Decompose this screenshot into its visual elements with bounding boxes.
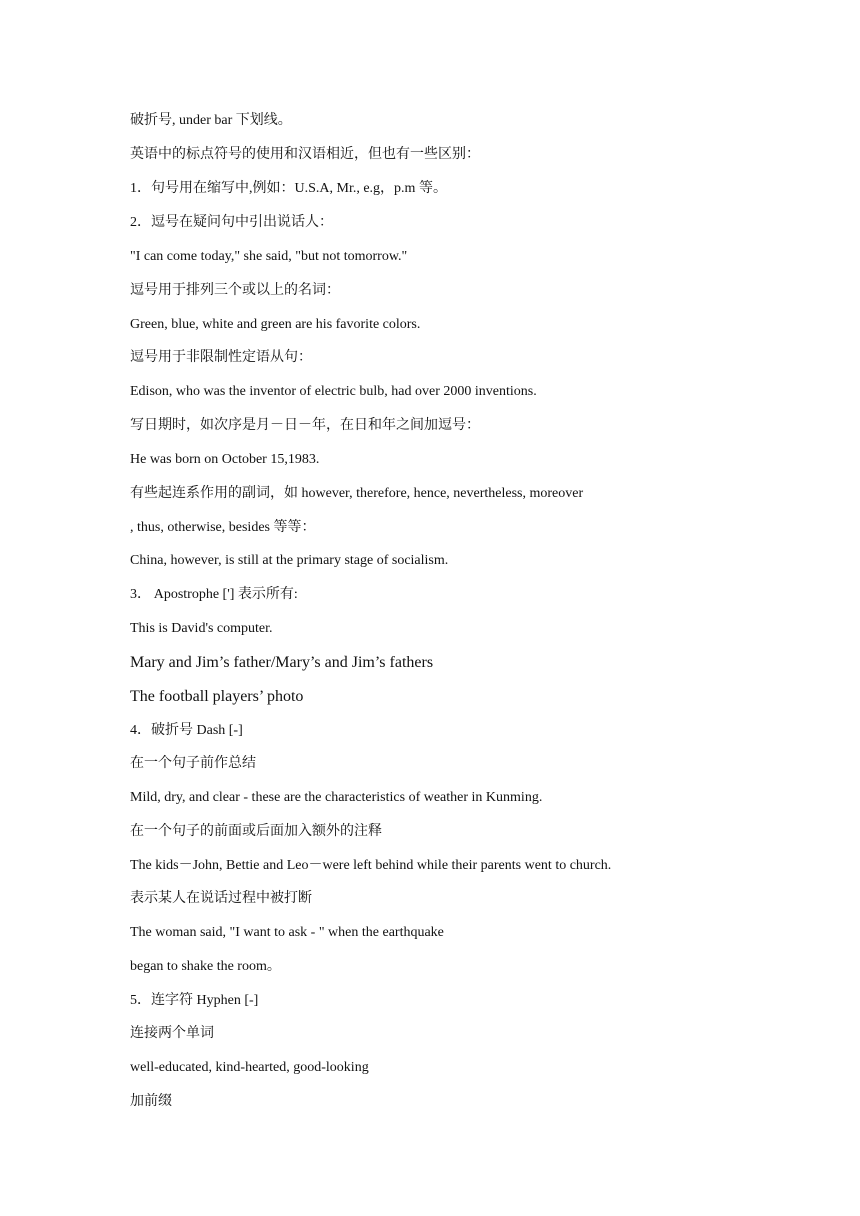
text-line: 逗号用于非限制性定语从句：: [130, 350, 312, 365]
text-line: This is David's computer.: [130, 621, 273, 636]
text-line: 3． Apostrophe ['] 表示所有:: [130, 587, 298, 602]
text-line: 有些起连系作用的副词，如 however, therefore, hence, nevertheless, moreover: [130, 486, 584, 501]
text-line: 在一个句子的前面或后面加入额外的注释: [130, 824, 382, 839]
text-line: The kids－John, Bettie and Leo－were left behind while their parents went to church.: [130, 858, 612, 873]
text-line: 破折号, under bar 下划线。: [130, 113, 292, 128]
text-line: began to shake the room。: [130, 959, 281, 974]
text-line: 连接两个单词: [130, 1026, 214, 1041]
text-line: Mary and Jim’s father/Mary’s and Jim’s fathers: [130, 654, 434, 671]
text-line: 在一个句子前作总结: [130, 756, 256, 771]
text-line: 英语中的标点符号的使用和汉语相近，但也有一些区别：: [130, 147, 480, 162]
text-line: 加前缀: [130, 1094, 172, 1109]
text-line: 1．句号用在缩写中,例如：U.S.A, Mr., e.g，p.m 等。: [130, 181, 447, 196]
text-line: well-educated, kind-hearted, good-looking: [130, 1060, 369, 1075]
text-line: The woman said, "I want to ask - " when the earthquake: [130, 925, 444, 940]
text-line: Edison, who was the inventor of electric bulb, had over 2000 inventions.: [130, 384, 537, 399]
text-line: "I can come today," she said, "but not tomorrow.": [130, 249, 408, 264]
text-line: 逗号用于排列三个或以上的名词：: [130, 283, 340, 298]
text-line: 表示某人在说话过程中被打断: [130, 891, 312, 906]
text-line: 2．逗号在疑问句中引出说话人：: [130, 215, 333, 230]
text-line: The football players’ photo: [130, 688, 304, 705]
text-line: China, however, is still at the primary stage of socialism.: [130, 553, 449, 568]
text-line: 4．破折号 Dash [-]: [130, 723, 243, 738]
text-line: , thus, otherwise, besides 等等：: [130, 520, 316, 535]
text-line: 写日期时，如次序是月－日－年，在日和年之间加逗号：: [130, 418, 480, 433]
text-line: He was born on October 15,1983.: [130, 452, 320, 467]
text-line: Mild, dry, and clear - these are the characteristics of weather in Kunming.: [130, 790, 543, 805]
text-line: 5．连字符 Hyphen [-]: [130, 993, 259, 1008]
text-line: Green, blue, white and green are his favorite colors.: [130, 317, 421, 332]
